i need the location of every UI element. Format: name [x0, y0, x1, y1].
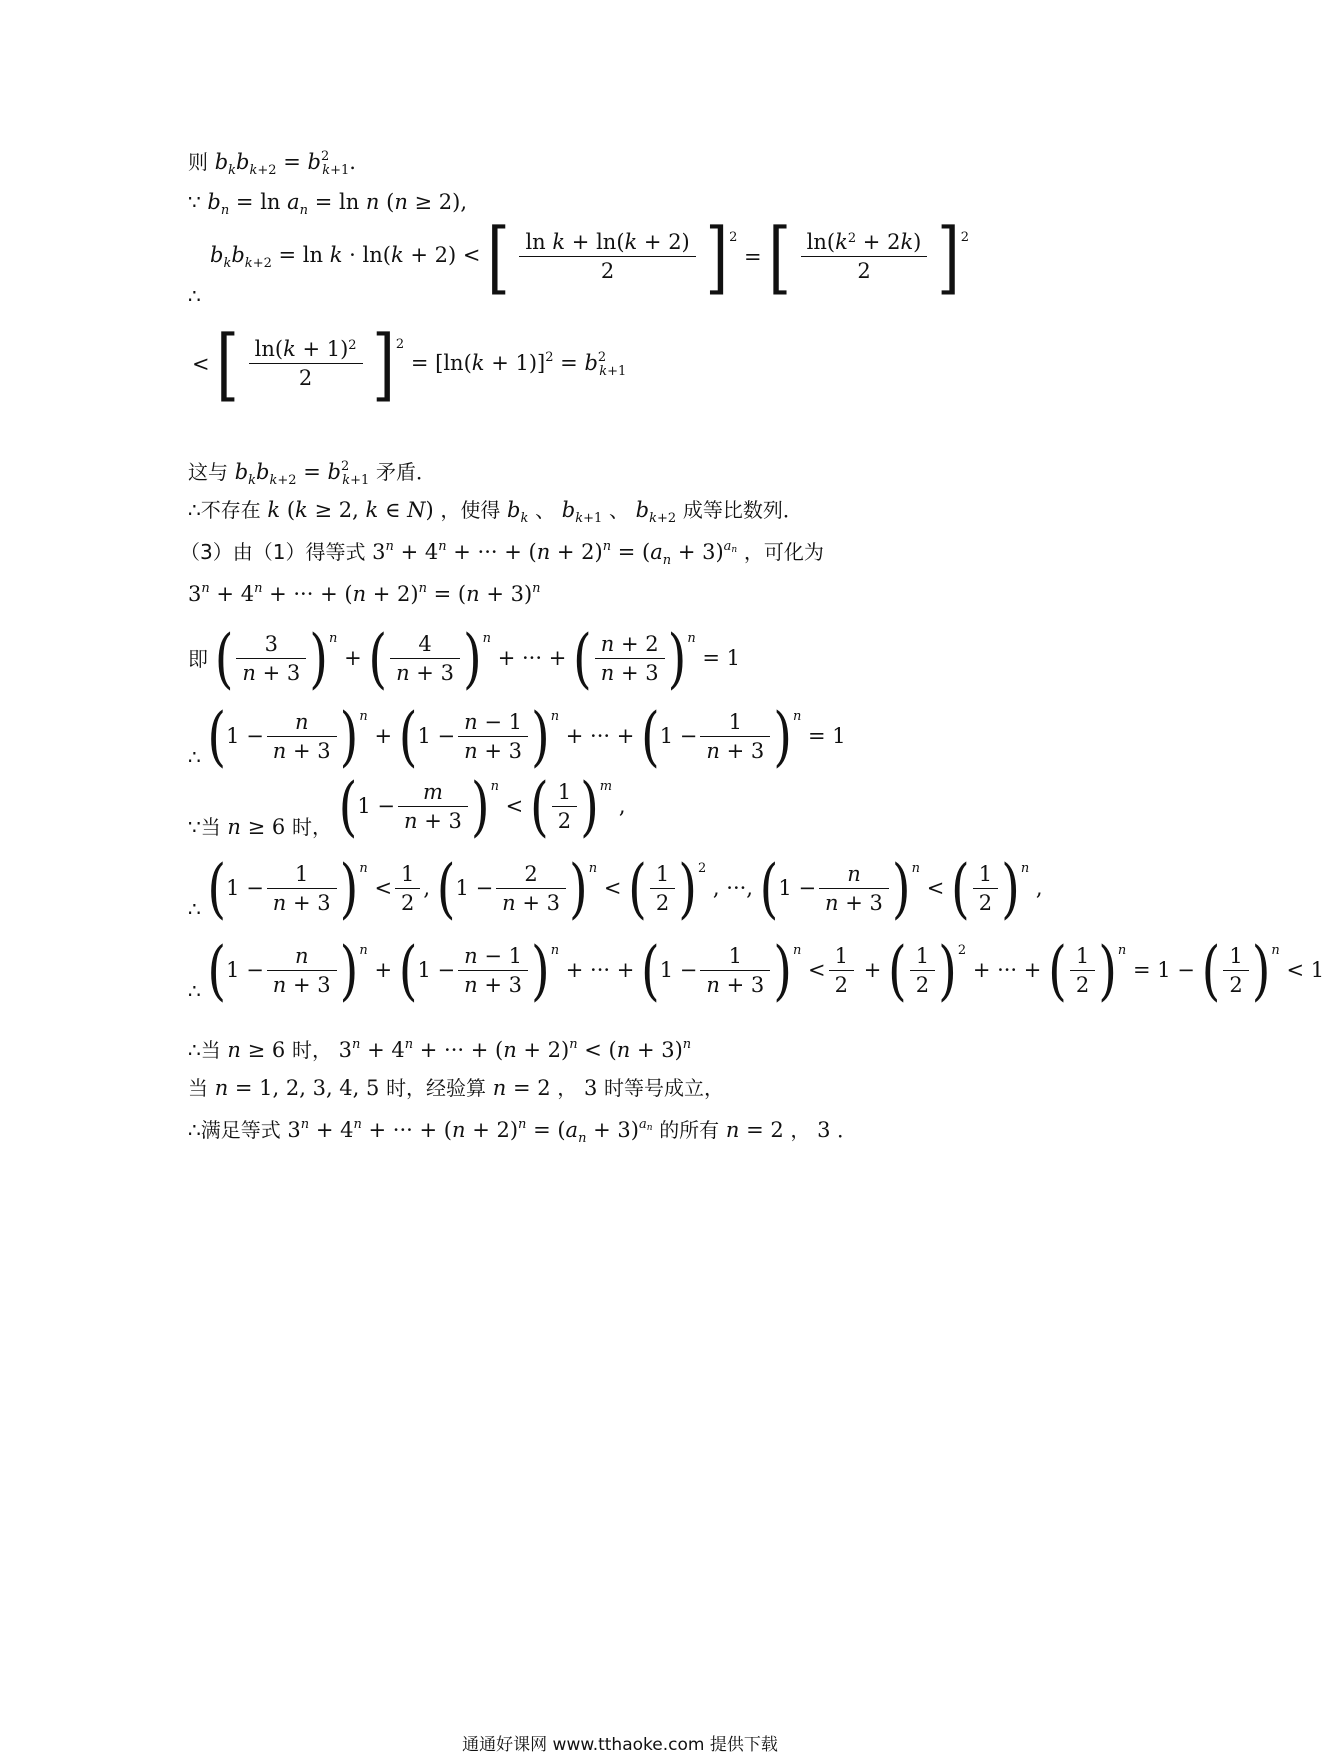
formula-3: $b_kb_{k+2} = \ln k \cdot \ln(k + 2)$ < [ $\frac{\text{ln k + ln(k + 2)}}{2}$ ]$^2$ = [ $\frac{\ln(k^2 + 2k)}{2}$ ]$^2$ — [210, 211, 969, 303]
page-footer: 通通好课网 www.tthaoke.com 提供下载 — [462, 1735, 778, 1755]
line-1 — [188, 150, 356, 177]
symbol-therefore-1: ∴ — [188, 284, 201, 308]
line-16: ∴满足等式 $3^n + 4^n$ + ··· + $(n + 2)^n = (a_n + 3)^{a_n}$ 的所有 n = 2 ， 3 ． — [188, 1117, 858, 1146]
line-5: 这与 $b_kb_{k+2} = b^2_{k+1}$ 矛盾． — [188, 459, 436, 488]
line-13: ∴ (1 − $\frac{n}{n + 3}$ )$^n$ + (1 − $\frac{n - 1}{n + 3}$ )$^n$ + ··· + (1 − $\frac{1}{n + 3}$ )$^n$ < $\frac{1}{2}$ + ( $\frac{1}{2}$ )$^2$ + ··· + ( $\frac{1}{2}$ )$^n$ = 1 − ( $\frac{1}{2}$ )$^n$ < 1 — [188, 932, 1324, 1009]
text-ji: 即 — [188, 646, 208, 671]
line-11: ∵当 n ≥ 6 时， (1 − $\frac{m}{n + 3}$ )$^n$ < ( $\frac{1}{2}$ )$^m$ , — [188, 768, 626, 845]
text-bucunzai: ∴不存在 — [188, 498, 261, 522]
line-6: ∴不存在 k (k ≥ 2, k ∈ N) ，使得 $b_k$ 、 $b_{k+1}$ 、 $b_{k+2}$ 成等比数列． — [188, 498, 803, 526]
text-part3: （3）由（1）得等式 — [180, 540, 366, 564]
line-10: ∴ (1 − $\frac{n}{n + 3}$ )$^n$ + (1 − $\frac{n - 1}{n + 3}$ )$^n$ + ··· + (1 − $\frac{1}{n + 3}$ )$^n$ = 1 — [188, 698, 846, 775]
formula-2: $b_n = \ln a_n = \ln n$ (n ≥ 2), — [207, 190, 468, 218]
text-zheyu: 这与 — [188, 460, 228, 484]
formula-1: $b_kb_{k+2} = b^2_{k+1}$. — [214, 149, 356, 178]
text-maodun: 矛盾． — [375, 460, 436, 484]
line-9: 即 ( $\frac{3}{n + 3}$ )$^n$ + ( $\frac{4}{n + 3}$ )$^n$ + ··· + ( $\frac{n + 2}{n + 3}$ )$^n$ = 1 — [188, 620, 741, 697]
line-14: ∴当 n ≥ 6 时， $3^n + 4^n$ + ··· + $(n + 2)^n < (n + 3)^n$ — [188, 1037, 692, 1062]
line-2 — [188, 192, 467, 217]
symbol-because: ∵ — [188, 190, 201, 214]
line-7: （3）由（1）得等式 $3^n + 4^n$ + ··· + $(n + 2)^n = (a_n + 3)^{a_n}$ ，可化为 — [180, 539, 824, 568]
line-4: < [ $\frac{\ln(k + 1)^2}{2}$ ]$^2 = [\ln(k + 1)]^2 = b^2_{k+1}$ — [192, 318, 627, 410]
line-8: $3^n + 4^n$ + ··· + $(n + 2)^n = (n + 3)^n$ — [188, 581, 541, 606]
text-ze: 则 — [188, 150, 208, 174]
line-15: 当 n = 1, 2, 3, 4, 5 时，经验算 n = 2 ， 3 时等号成立， — [188, 1076, 725, 1100]
line-12: ∴ (1 − $\frac{1}{n + 3}$ )$^n$ < $\frac{1}{2}$ , (1 − $\frac{2}{n + 3}$ )$^n$ < ( $\frac{1}{2}$ )$^2$ , ···, (1 − $\frac{n}{n + 3}$ )$^n$ < ( $\frac{1}{2}$ )$^n$ , — [188, 850, 1043, 927]
